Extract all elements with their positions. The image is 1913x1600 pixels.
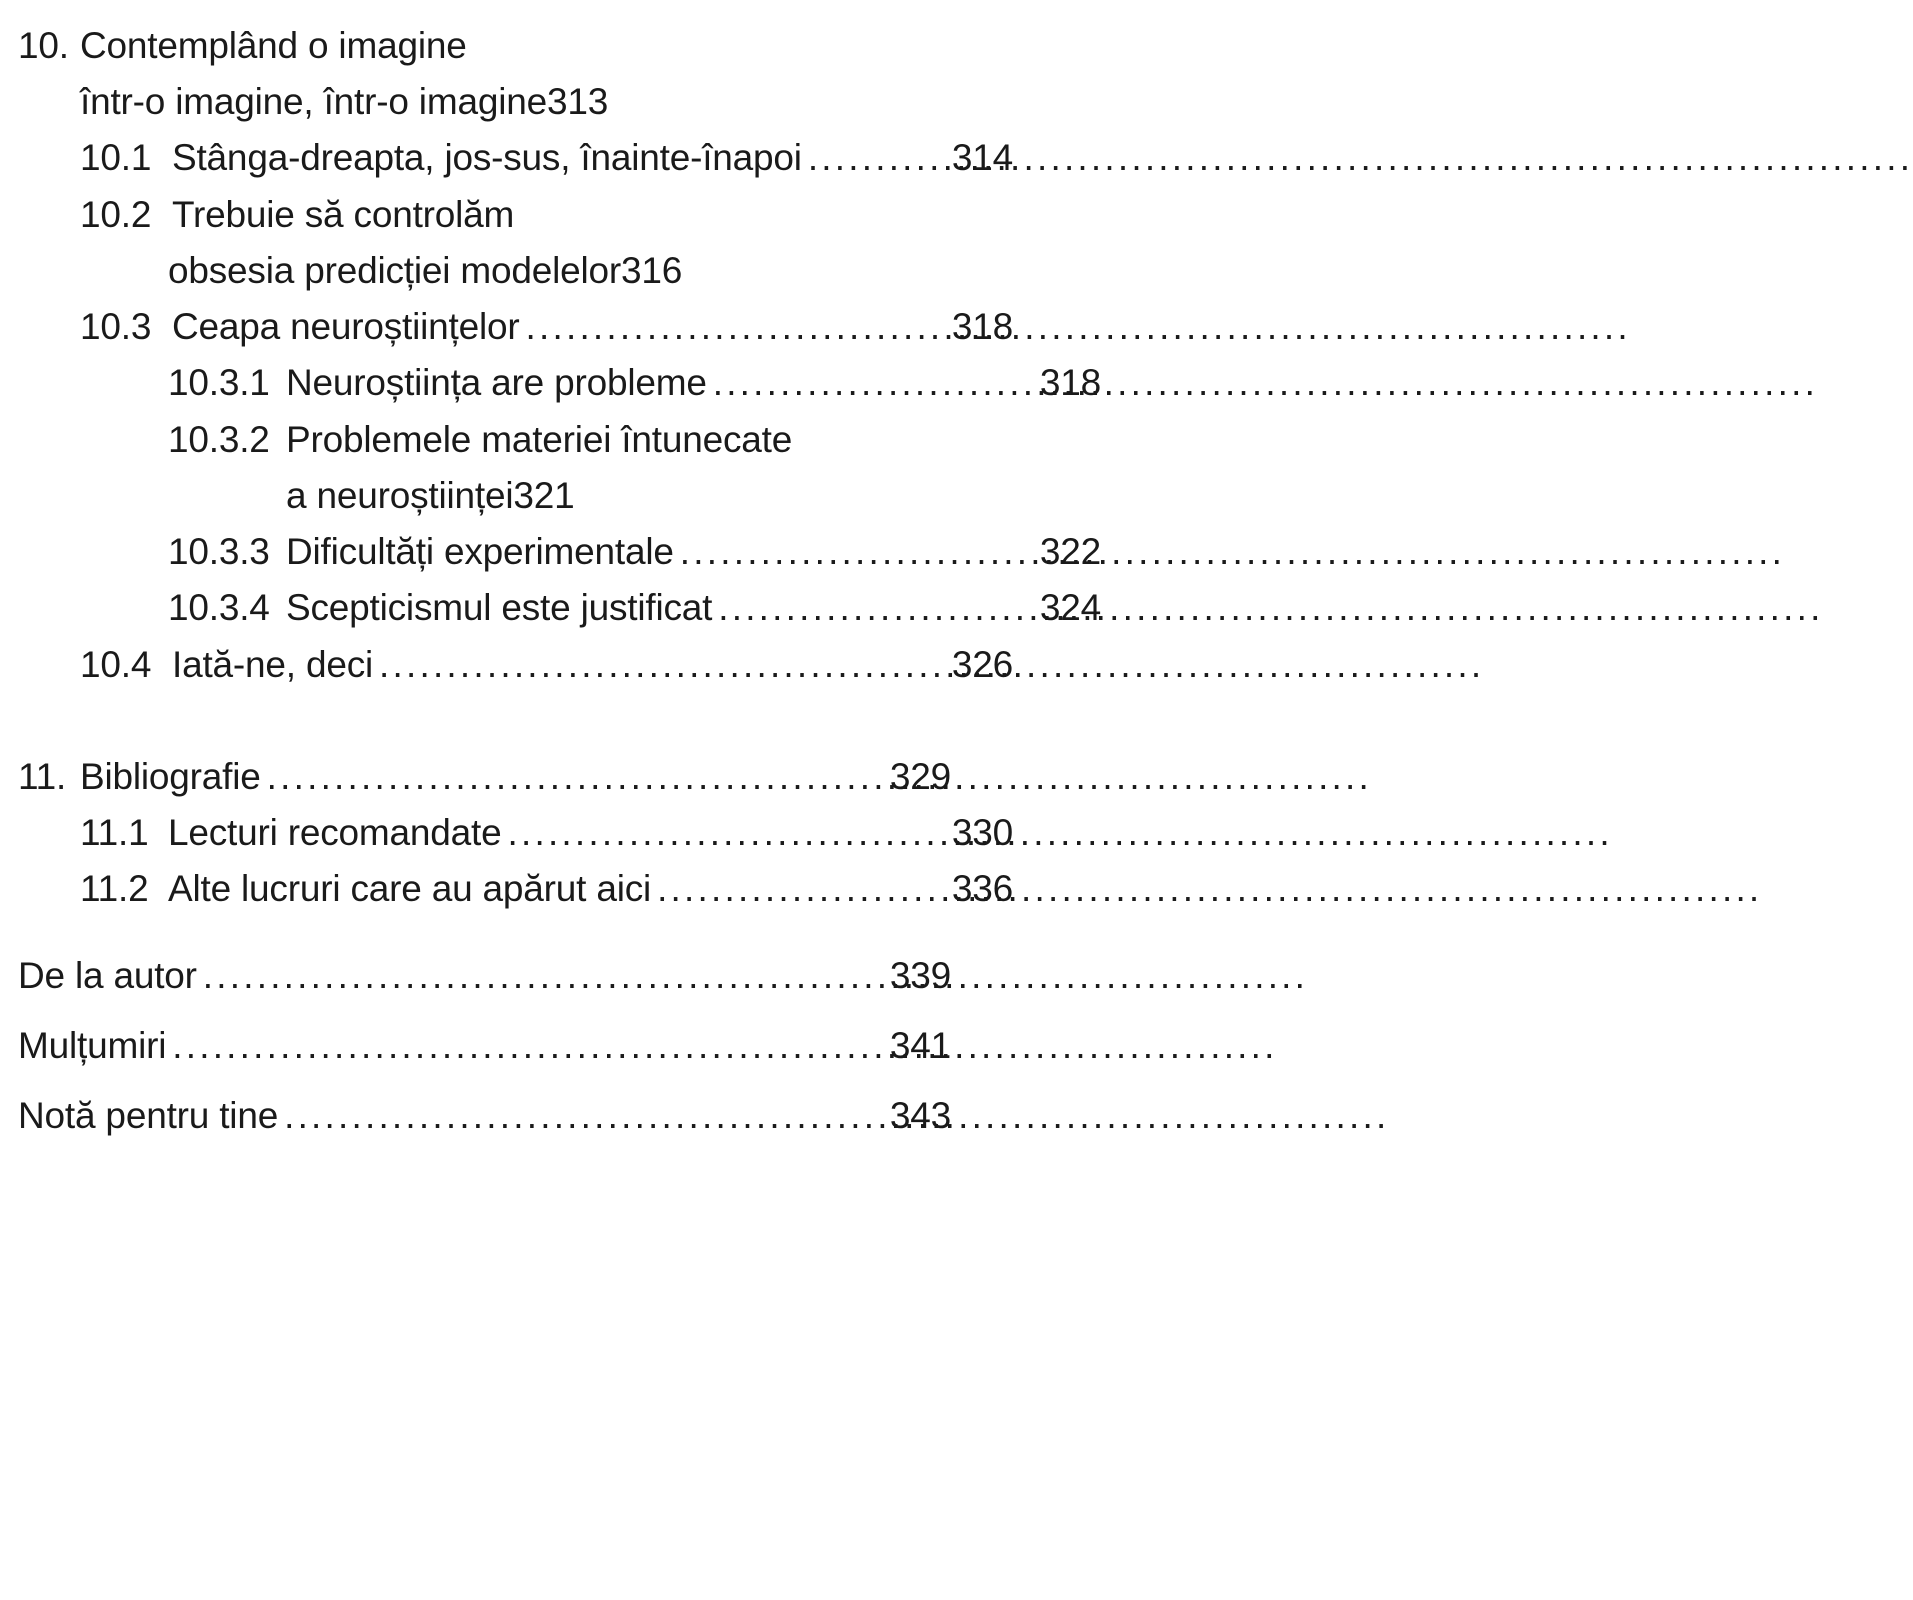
section-gap bbox=[18, 918, 951, 948]
leader-dots bbox=[267, 749, 886, 805]
toc-entry-section-10-3[interactable] bbox=[18, 299, 1013, 355]
toc-entry-title: Lecturi recomandate bbox=[168, 812, 502, 854]
toc-entry-page: 318 bbox=[951, 306, 1013, 348]
toc-entry-page: 339 bbox=[889, 954, 951, 996]
toc-entry-title: Stânga-dreapta, jos-sus, înainte-înapoi bbox=[172, 137, 802, 179]
toc-entry-number: 10.3 bbox=[80, 306, 152, 348]
toc-entry-page: 326 bbox=[951, 643, 1013, 685]
leader-dots bbox=[808, 130, 948, 186]
leader-dots bbox=[508, 805, 948, 861]
toc-entry-number: 10. bbox=[18, 25, 69, 66]
toc-entry-page: 318 bbox=[1039, 362, 1101, 404]
toc-entry-title: Iată-ne, deci bbox=[172, 643, 374, 685]
leader-dots bbox=[284, 1088, 886, 1144]
leader-dots bbox=[379, 637, 948, 693]
toc-entry-section-10-4[interactable] bbox=[18, 637, 1013, 693]
leader-dots bbox=[172, 1018, 886, 1074]
toc-entry-number: 10.2 bbox=[80, 193, 152, 235]
toc-entry-section-11-1[interactable] bbox=[18, 805, 1013, 861]
toc-entry-section-10-3-2-continued[interactable] bbox=[18, 468, 1219, 524]
toc-entry-title: Trebuie să controlăm bbox=[172, 193, 515, 235]
toc-entry-page: 336 bbox=[951, 868, 1013, 910]
toc-entry-number: 11. bbox=[18, 755, 67, 797]
toc-entry-page: 314 bbox=[951, 137, 1013, 179]
toc-entry-page: 343 bbox=[889, 1094, 951, 1136]
toc-entry-page: 321 bbox=[513, 474, 575, 516]
table-of-contents bbox=[18, 18, 1101, 1144]
section-gap bbox=[18, 1074, 951, 1088]
section-gap bbox=[18, 693, 951, 749]
toc-entry-title: Notă pentru tine bbox=[18, 1094, 279, 1136]
toc-entry-de-la-autor[interactable] bbox=[18, 948, 951, 1004]
toc-entry-page: 330 bbox=[951, 812, 1013, 854]
toc-entry-number: 10.3.3 bbox=[168, 531, 270, 573]
leader-dots bbox=[203, 948, 886, 1004]
toc-entry-title: Ceapa neuroștiințelor bbox=[172, 306, 520, 348]
toc-entry-number: 10.3.4 bbox=[168, 587, 270, 629]
toc-entry-section-10-3-2[interactable] bbox=[18, 412, 1101, 468]
toc-entry-number: 10.4 bbox=[80, 643, 152, 685]
toc-entry-number: 10.3.1 bbox=[168, 362, 270, 404]
toc-entry-section-10-3-3[interactable] bbox=[18, 524, 1101, 580]
leader-dots bbox=[680, 524, 1036, 580]
toc-entry-title: Problemele materiei întunecate bbox=[286, 418, 793, 460]
toc-entry-number: 10.3.2 bbox=[168, 418, 270, 460]
toc-entry-section-10-3-4[interactable] bbox=[18, 580, 1101, 636]
leader-dots bbox=[657, 861, 948, 917]
toc-entry-nota-pentru-tine[interactable] bbox=[18, 1088, 951, 1144]
toc-entry-page: 329 bbox=[889, 755, 951, 797]
leader-dots bbox=[718, 580, 1036, 636]
toc-entry-title: Dificultăți experimentale bbox=[286, 531, 674, 573]
toc-entry-chapter-11[interactable] bbox=[18, 749, 951, 805]
toc-entry-title-line2: obsesia predicției modelelor bbox=[168, 249, 622, 291]
toc-entry-number: 10.1 bbox=[80, 137, 152, 179]
toc-entry-page: 316 bbox=[621, 249, 683, 291]
toc-entry-page: 324 bbox=[1039, 587, 1101, 629]
toc-entry-title-line2: a neuroștiinței bbox=[286, 474, 514, 516]
section-gap bbox=[18, 1004, 951, 1018]
toc-entry-multumiri[interactable] bbox=[18, 1018, 951, 1074]
toc-entry-number: 11.1 bbox=[80, 812, 149, 854]
toc-entry-section-10-1[interactable] bbox=[18, 130, 1013, 186]
toc-entry-section-10-2[interactable] bbox=[18, 187, 1013, 243]
toc-entry-title: Neuroștiința are probleme bbox=[286, 362, 707, 404]
toc-entry-title: Bibliografie bbox=[80, 755, 261, 797]
toc-entry-title: Mulțumiri bbox=[18, 1024, 167, 1066]
toc-entry-page: 341 bbox=[889, 1024, 951, 1066]
toc-entry-title: Contemplând o imagine bbox=[80, 25, 467, 66]
toc-entry-chapter-10[interactable] bbox=[18, 18, 951, 74]
toc-entry-section-10-2-continued[interactable] bbox=[18, 243, 1101, 299]
toc-entry-title: De la autor bbox=[18, 954, 197, 996]
toc-entry-number: 11.2 bbox=[80, 868, 149, 910]
toc-entry-page: 313 bbox=[546, 81, 609, 123]
toc-entry-chapter-10-continued[interactable] bbox=[18, 74, 1013, 130]
toc-entry-section-11-2[interactable] bbox=[18, 861, 1013, 917]
leader-dots bbox=[526, 299, 948, 355]
toc-entry-page: 322 bbox=[1039, 531, 1101, 573]
toc-entry-title: Scepticismul este justificat bbox=[286, 587, 713, 629]
toc-entry-title: Alte lucruri care au apărut aici bbox=[168, 868, 652, 910]
toc-entry-title-line2: într-o imagine, într-o imagine bbox=[80, 81, 547, 123]
leader-dots bbox=[713, 355, 1036, 411]
toc-entry-section-10-3-1[interactable] bbox=[18, 355, 1101, 411]
